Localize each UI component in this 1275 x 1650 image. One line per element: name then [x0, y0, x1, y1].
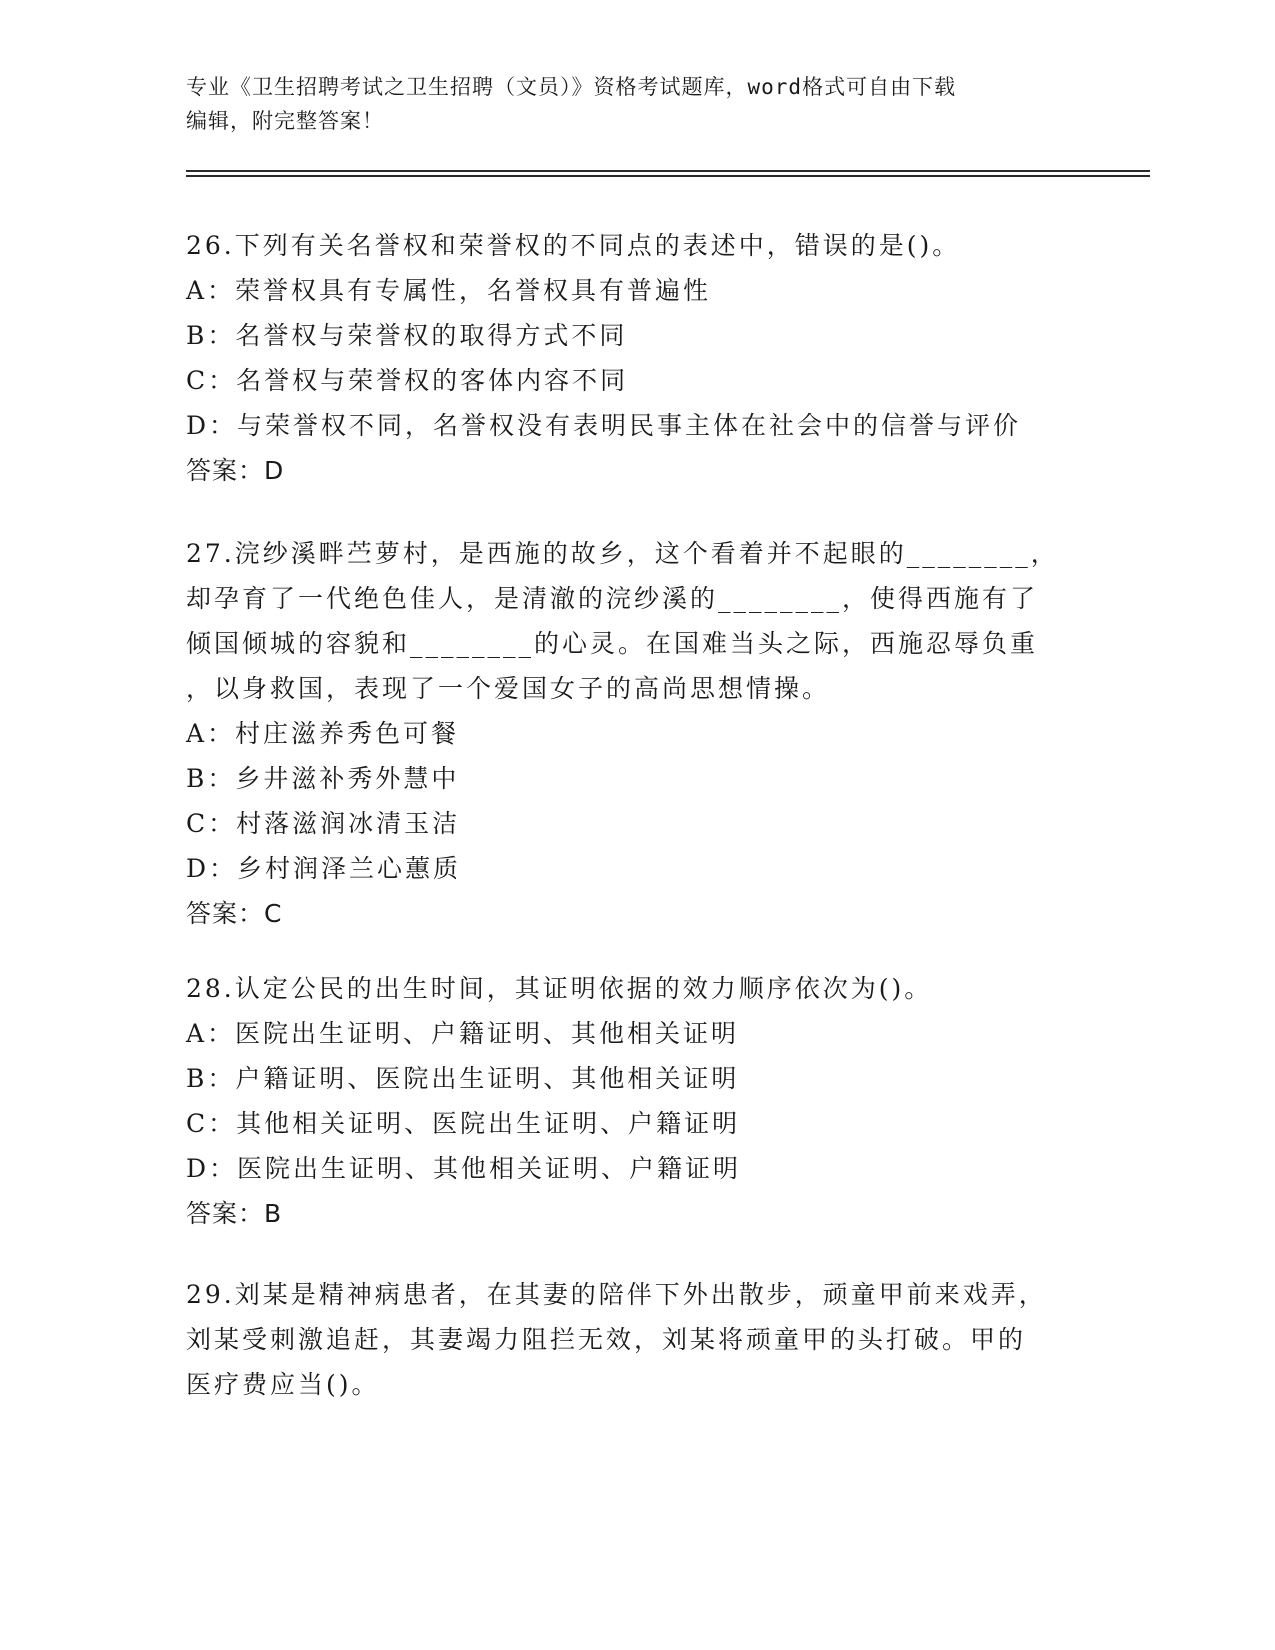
- question-text: 29.刘某是精神病患者，在其妻的陪伴下外出散步，顽童甲前来戏弄，: [186, 1280, 1047, 1309]
- option-d: D：医院出生证明、其他相关证明、户籍证明: [186, 1154, 742, 1183]
- option-a: A：医院出生证明、户籍证明、其他相关证明: [186, 1019, 740, 1048]
- answer: 答案：B: [186, 1199, 283, 1228]
- option-a: A：荣誉权具有专属性，名誉权具有普遍性: [186, 276, 712, 305]
- option-d: D：乡村润泽兰心蕙质: [186, 854, 462, 883]
- question-text: 26.下列有关名誉权和荣誉权的不同点的表述中，错误的是()。: [186, 231, 961, 260]
- option-d: D：与荣誉权不同，名誉权没有表明民事主体在社会中的信誉与评价: [186, 411, 1022, 440]
- answer: 答案：C: [186, 899, 283, 928]
- question-29: [186, 1272, 1066, 1407]
- option-b: B：乡井滋补秀外慧中: [186, 764, 460, 793]
- header-divider-bottom: [186, 175, 1150, 177]
- question-28: [186, 966, 1066, 1236]
- header-divider-top: [186, 170, 1150, 172]
- question-text: 28.认定公民的出生时间，其证明依据的效力顺序依次为()。: [186, 974, 933, 1003]
- question-text: 27.浣纱溪畔苎萝村，是西施的故乡，这个看着并不起眼的________，: [186, 539, 1059, 568]
- question-text: 刘某受刺激追赶，其妻竭力阻拦无效，刘某将顽童甲的头打破。甲的: [186, 1325, 1027, 1354]
- document-header: [186, 70, 1086, 138]
- question-26: [186, 223, 1066, 493]
- option-c: C：村落滋润冰清玉洁: [186, 809, 461, 838]
- answer: 答案：D: [186, 456, 285, 485]
- question-text: 倾国倾城的容貌和________的心灵。在国难当头之际，西施忍辱负重: [186, 629, 1039, 658]
- question-text: 却孕育了一代绝色佳人，是清澈的浣纱溪的________，使得西施有了: [186, 584, 1039, 613]
- header-line-2: 编辑，附完整答案！: [186, 109, 384, 133]
- question-text: 医疗费应当()。: [186, 1370, 380, 1399]
- option-b: B：名誉权与荣誉权的取得方式不同: [186, 321, 628, 350]
- question-text: ，以身救国，表现了一个爱国女子的高尚思想情操。: [186, 674, 831, 703]
- option-c: C：其他相关证明、医院出生证明、户籍证明: [186, 1109, 741, 1138]
- option-b: B：户籍证明、医院出生证明、其他相关证明: [186, 1064, 740, 1093]
- header-line-1: 专业《卫生招聘考试之卫生招聘（文员）》资格考试题库，word格式可自由下载: [186, 75, 957, 99]
- option-c: C：名誉权与荣誉权的客体内容不同: [186, 366, 629, 395]
- question-27: [186, 531, 1066, 936]
- option-a: A：村庄滋养秀色可餐: [186, 719, 460, 748]
